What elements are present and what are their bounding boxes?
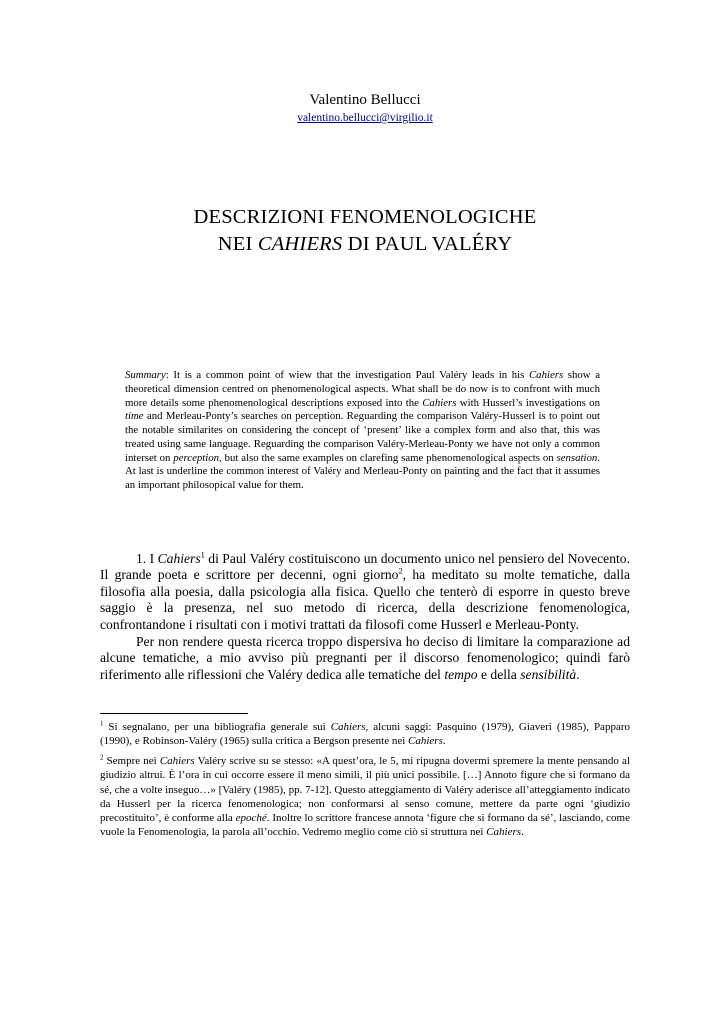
body-paragraph-1: 1. I Cahiers$^1$ di Paul Valéry costituiscono un documento unico nel pensiero del Novecento. Il grande poeta e scrittore per decenni, ogni giorno$^2$, ha meditato su molte tematiche, dalla filosofia alla poesia, dalla psicologia alla fisica. Quello che tenterò di esporre in questo breve saggio è la presenza, nel suo metodo di ricerca, della descrizione fenomenologica, confrontandone i risultati con i motivi trattati da filosofi come Husserl e Merleau-Ponty. [100,549,630,632]
author-name: Valentino Bellucci [309,92,421,108]
footnote-1: $^1$ Si segnalano, per una bibliografia generale sui Cahiers, alcuni saggi: Pasquino (1979), Giaveri (1985), Papparo (1990), e Robinson-Valéry (1965) sulla critica a Bergson presente nei Cahiers. [100,720,630,748]
footnote-2: $^2$ Sempre nei Cahiers Valéry scrive su se stesso: «A quest’ora, le 5, mi ripugna dovermi spremere la mente pensando al giudizio altrui. È l’ora in cui occorre essere il meno simili, il più unici possibile. […] Annoto figure che si formano da sé, che a volte inseguo…» [Valéry (1985), pp. 7-12]. Questo atteggiamento di Valéry aderisce all’atteggiamento indicato da Husserl per la ricerca fenomenologica; non conformarsi al senso comune, mettere da parte ogni ‘giudizio precostituito’, è conforme alla epoché. Inoltre lo scrittore francese annota ‘figure che si formano da sé’, lasciando, come vuole la Fenomenologia, la parola all’occhio. Vedremo meglio come ciò si struttura nei Cahiers. [100,754,630,838]
footnote-separator [100,713,248,714]
paper-title [100,204,630,257]
paper-title-line2: NEI CAHIERS DI PAUL VALÉRY [217,232,513,255]
paper-title-line1: DESCRIZIONI FENOMENOLOGICHE [193,206,537,228]
author-email-line [100,112,630,124]
author-email-link[interactable]: valentino.bellucci@virgilio.it [297,112,433,124]
summary-paragraph: Summary: It is a common point of wiew that the investigation Paul Valéry leads in his Cahiers show a theoretical dimension centred on phenomenological aspects. What shall be do now is to confront with much more details some phenomenological descriptions exposed into the Cahiers with Husserl’s investigations on time and Merleau-Ponty’s searches on perception. Reguarding the comparison Valéry-Husserl is to point out the notable similarites on considering the concept of ‘present’ like a complex form and also that, this was treated using same language. Reguarding the comparison Valéry-Merleau-Ponty we have not only a common interset on perception, but also the same examples on clarefing same phenomenological aspects on sensation. At last is underline the common interest of Valéry and Merleau-Ponty on painting and the fact that it assumes an important philosopical value for them. [125,369,600,491]
body-paragraph-2: Per non rendere questa ricerca troppo dispersiva ho deciso di limitare la comparazione ad alcune tematiche, a mio avviso più pregnanti per il discorso fenomenologico; quindi farò riferimento alle riflessioni che Valéry dedica alle tematiche del tempo e della sensibilità. [100,633,630,682]
